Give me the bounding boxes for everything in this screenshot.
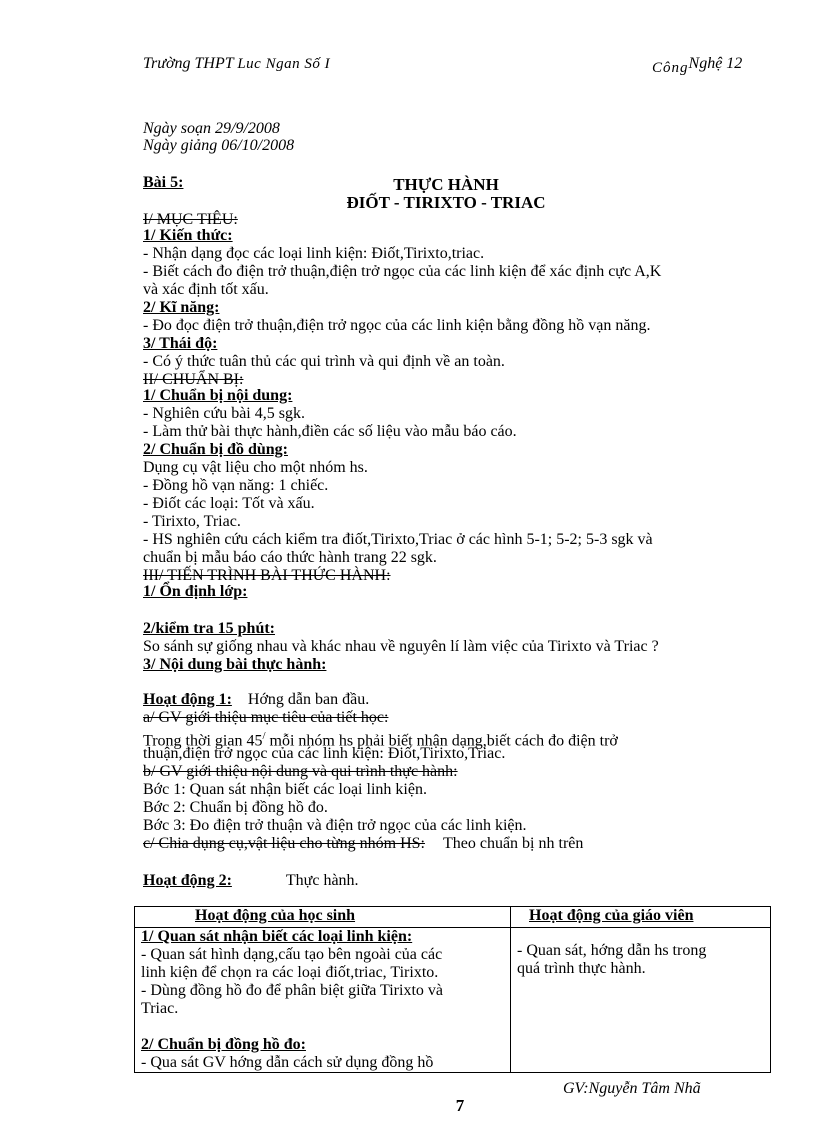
section2-sub2-line: - Đồng hồ vạn năng: 1 chiếc. [143,477,329,494]
lesson-number: Bài 5: [143,174,184,191]
table-teacher-line: - Quan sát, hớng dẫn hs trong [517,942,707,959]
section2-sub1-heading: 1/ Chuẩn bị nội dung: [143,387,293,404]
header-subject-prefix: Công [652,60,689,76]
lesson-title-1: THỰC HÀNH [393,175,499,194]
header-school [143,55,330,73]
section2-sub1-line: - Làm thử bài thực hành,điền các số liệu vào mẫu báo cáo. [143,423,517,440]
section1-sub3-heading: 3/ Thái độ: [143,335,218,352]
section2-sub2-line: - Điốt các loại: Tốt và xấu. [143,495,315,512]
activity1-title: Hớng dẫn ban đầu. [247,691,370,708]
section1-sub1-line: - Biết cách đo điện trở thuận,điện trở ngọc của các linh kiện để xác định cực A,K [143,263,662,280]
section2-sub2-line: chuẩn bị mẫu báo cáo thức hành trang 22 sgk. [143,549,437,566]
section2-sub2-line: - Tirixto, Triac. [143,513,241,530]
activity1-c-heading: c/ Chia dụng cụ,vật liệu cho từng nhóm HS: [143,835,425,852]
activity1-step: Bớc 1: Quan sát nhận biết các loại linh kiện. [143,781,427,798]
lesson-title-2: ĐIỐT - TIRIXTO - TRIAC [346,193,546,212]
section2-sub2-line: - HS nghiên cứu cách kiểm tra điốt,Tirixto,Triac ở các hình 5-1; 5-2; 5-3 sgk và [143,531,653,548]
section1-heading: I/ MỤC TIÊU: [143,211,238,228]
table-student-line: Triac. [141,1000,179,1017]
activity1-step: Bớc 3: Đo điện trở thuận và điện trở ngọc của các linh kiện. [143,817,527,834]
activity1-b-heading: b/ GV giới thiệu nội dung và qui trình thực hành: [143,763,458,780]
date-taught: Ngày giảng 06/10/2008 [143,137,295,154]
activity1-a-line2: thuận,điện trở ngọc của các linh kiện: Điốt,Tirixto,Triac. [143,745,506,762]
section3-sub1-heading: 1/ Ổn định lớp: [143,583,248,600]
section1-sub3-line: - Có ý thức tuân thủ các qui trình và qui định về an toàn. [143,353,505,370]
activity1-label: Hoạt động 1: [143,691,232,708]
activity2-title: Thực hành. [285,872,359,889]
section3-sub2-heading: 2/kiểm tra 15 phút: [143,620,275,637]
section1-sub1-line: - Nhận dạng đọc các loại linh kiện: Điốt,Tirixto,triac. [143,245,485,262]
section2-sub1-line: - Nghiên cứu bài 4,5 sgk. [143,405,305,422]
activity2-row [143,872,359,890]
footer-teacher: GV:Nguyễn Tâm Nhã [563,1080,701,1097]
section3-sub2-question: So sánh sự giống nhau và khác nhau về nguyên lí làm việc của Tirixto và Triac ? [143,638,659,655]
table-student-line: - Qua sát GV hớng dẫn cách sử dụng đồng hồ [141,1054,434,1071]
activity2-label: Hoạt động 2: [143,872,232,889]
header-subject-suffix: Nghệ 12 [688,55,743,72]
table-teacher-line: quá trình thực hành. [517,960,646,977]
header-school-name: Luc Ngan Số I [237,56,331,72]
table-student-sub2-heading: 2/ Chuẩn bị đồng hồ đo: [141,1036,306,1053]
activity1-a-post: mỗi nhóm hs phải biết nhận dạng,biết cách đo điện trở [265,732,618,750]
table-header-student: Hoạt động của học sinh [135,907,511,928]
page-number: 7 [455,1096,465,1115]
header-subject [652,55,743,76]
section1-sub1-heading: 1/ Kiến thức: [143,227,233,244]
activity1-row [143,691,369,709]
table-cell-student [135,928,511,1073]
activity1-c-row [143,835,583,853]
date-prepared: Ngày soạn 29/9/2008 [143,120,280,137]
header-school-label: Trường THPT [143,55,234,72]
section2-heading: II/ CHUẨN BỊ: [143,371,244,388]
section2-sub2-line: Dụng cụ vật liệu cho một nhóm hs. [143,459,368,476]
section2-sub2-heading: 2/ Chuẩn bị đồ dùng: [143,441,288,458]
activity1-c-tail: Theo chuẩn bị nh trên [442,835,584,852]
table-cell-teacher [511,928,771,1073]
table-row [135,928,771,1073]
activity1-step: Bớc 2: Chuẩn bị đồng hồ đo. [143,799,328,816]
activity1-a-heading: a/ GV giới thiệu mục tiêu của tiết học: [143,709,389,726]
activity1-a-pre: Trong thời gian 45 [143,732,263,750]
section1-sub1-line: và xác định tốt xấu. [143,281,269,298]
section1-sub2-heading: 2/ Kĩ năng: [143,299,220,316]
table-header-teacher: Hoạt động của giáo viên [511,907,771,928]
table-student-sub1-heading: 1/ Quan sát nhận biết các loại linh kiện: [141,928,413,945]
activity1-a-sup: / [262,730,266,742]
activity-table [134,906,771,1073]
table-student-line: - Dùng đồng hồ đo để phân biệt giữa Tirixto và [141,982,443,999]
table-student-line: - Quan sát hình dạng,cấu tạo bên ngoài của các [141,946,443,963]
section1-sub2-line: - Đo đọc điện trở thuận,điện trở ngọc của các linh kiện bằng đồng hồ vạn năng. [143,317,651,334]
table-header-row [135,907,771,928]
table-student-line: linh kiện để chọn ra các loại điốt,triac, Tirixto. [141,964,439,981]
section3-heading: III/ TIẾN TRÌNH BÀI THỨC HÀNH: [143,567,391,584]
section3-sub3-heading: 3/ Nội dung bài thực hành: [143,656,327,673]
